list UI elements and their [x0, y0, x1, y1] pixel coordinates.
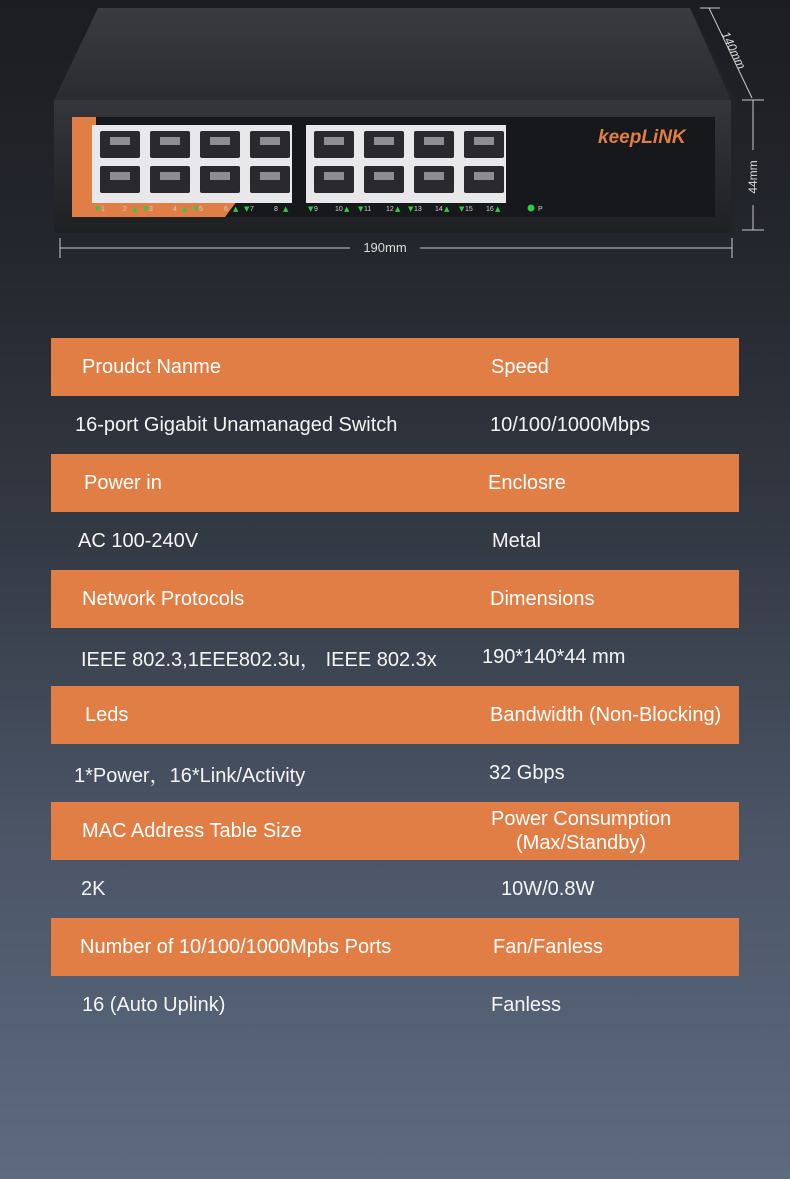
spec-label-right: Dimensions — [490, 587, 595, 610]
spec-label-right: Fan/Fanless — [493, 935, 604, 958]
spec-value-left: IEEE 802.3,1EEE802.3u， IEEE 802.3x — [81, 648, 437, 671]
port-number-label: 4 — [173, 206, 177, 213]
spec-label-left: MAC Address Table Size — [82, 819, 302, 842]
link-led-icon: ▼ — [95, 205, 101, 213]
spec-label-row — [51, 338, 739, 396]
rj45-contacts — [374, 137, 394, 145]
activity-led-icon: ▲ — [344, 205, 350, 213]
spec-value-right: Metal — [492, 529, 541, 552]
spec-value-left: 16-port Gigabit Unamanaged Switch — [75, 413, 398, 436]
switch-top-surface — [54, 8, 735, 100]
port-number-label: 9 — [314, 206, 318, 213]
port-number-label: 15 — [465, 206, 473, 213]
link-led-icon: ▼ — [143, 205, 149, 213]
spec-label-row — [51, 454, 739, 512]
rj45-contacts — [424, 172, 444, 180]
spec-label-left: Power in — [84, 471, 162, 494]
port-number-label: 1 — [101, 206, 105, 213]
width-dimension-label: 190mm — [363, 240, 407, 255]
power-led-icon — [528, 205, 535, 212]
spec-value-row — [51, 976, 739, 1034]
height-dimension-label: 44mm — [746, 160, 760, 194]
port-number-label: 10 — [335, 206, 343, 213]
rj45-contacts — [324, 137, 344, 145]
spec-label-right — [491, 802, 671, 860]
rj45-contacts — [160, 172, 180, 180]
rj45-contacts — [160, 137, 180, 145]
activity-led-icon: ▲ — [395, 205, 401, 213]
spec-value-row — [51, 628, 739, 686]
activity-led-icon: ▲ — [233, 205, 239, 213]
spec-label-left: Leds — [85, 703, 129, 726]
port-number-label: 6 — [224, 206, 228, 213]
activity-led-icon: ▲ — [132, 205, 138, 213]
rj45-contacts — [260, 137, 280, 145]
activity-led-icon: ▲ — [444, 205, 450, 213]
spec-value-right: Fanless — [491, 993, 562, 1016]
spec-label-right-line2: (Max/Standby) — [516, 832, 647, 854]
spec-label-right: Bandwidth (Non-Blocking) — [490, 703, 722, 726]
rj45-contacts — [474, 172, 494, 180]
spec-value-right: 10W/0.8W — [501, 877, 595, 900]
rj45-contacts — [110, 172, 130, 180]
spec-value-right: 10/100/1000Mbps — [490, 413, 651, 436]
depth-dimension-label: 140mm — [718, 29, 749, 72]
port-number-label: 13 — [414, 206, 422, 213]
spec-label-row — [51, 802, 739, 860]
rj45-contacts — [424, 137, 444, 145]
spec-value-row — [51, 744, 739, 802]
port-number-label: 8 — [274, 206, 278, 213]
spec-label-right-line1: Power Consumption — [491, 808, 672, 830]
switch-illustration — [0, 0, 790, 280]
port-number-label: 2 — [123, 206, 127, 213]
link-led-icon: ▼ — [244, 205, 250, 213]
link-led-icon: ▼ — [193, 205, 199, 213]
spec-label-left: Number of 10/100/1000Mpbs Ports — [80, 935, 392, 958]
rj45-contacts — [210, 137, 230, 145]
rj45-contacts — [260, 172, 280, 180]
activity-led-icon: ▲ — [495, 205, 501, 213]
rj45-contacts — [474, 137, 494, 145]
spec-value-row — [51, 860, 739, 918]
spec-label-left: Network Protocols — [82, 587, 245, 610]
spec-label-row — [51, 918, 739, 976]
port-number-label: 7 — [250, 206, 254, 213]
spec-value-row — [51, 396, 739, 454]
port-number-label: 11 — [364, 206, 372, 213]
activity-led-icon: ▲ — [182, 205, 188, 213]
rj45-contacts — [110, 137, 130, 145]
spec-label-right: Enclosre — [488, 471, 566, 494]
link-led-icon: ▼ — [358, 205, 364, 213]
spec-label-row — [51, 570, 739, 628]
port-number-label: 16 — [486, 206, 494, 213]
port-number-label: 14 — [435, 206, 443, 213]
port-number-label: 12 — [386, 206, 394, 213]
port-number-label: 5 — [199, 206, 203, 213]
activity-led-icon: ▲ — [283, 205, 289, 213]
rj45-contacts — [324, 172, 344, 180]
link-led-icon: ▼ — [408, 205, 414, 213]
port-number-label: 3 — [149, 206, 153, 213]
spec-label-row — [51, 686, 739, 744]
rj45-contacts — [210, 172, 230, 180]
spec-value-row — [51, 512, 739, 570]
spec-value-left: 16 (Auto Uplink) — [82, 993, 226, 1016]
spec-value-left: 1*Power，16*Link/Activity — [74, 764, 306, 787]
power-led-label: P — [538, 206, 543, 213]
spec-label-right: Speed — [491, 355, 549, 378]
brand-logo: keepLiNK — [598, 127, 686, 148]
rj45-contacts — [374, 172, 394, 180]
spec-value-left: AC 100-240V — [78, 529, 199, 552]
spec-value-left: 2K — [81, 877, 106, 900]
link-led-icon: ▼ — [459, 205, 465, 213]
spec-value-right: 32 Gbps — [489, 761, 565, 784]
spec-label-left: Proudct Nanme — [82, 355, 221, 378]
link-led-icon: ▼ — [308, 205, 314, 213]
spec-value-right: 190*140*44 mm — [482, 645, 626, 668]
